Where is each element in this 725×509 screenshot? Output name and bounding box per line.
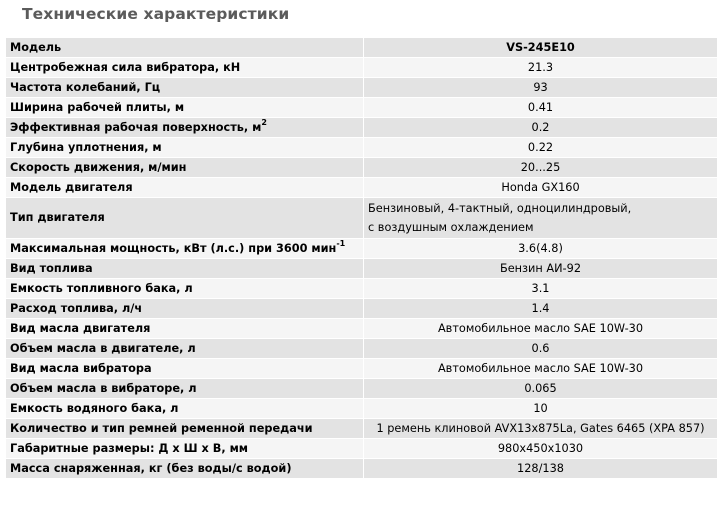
spec-value: Бензин АИ-92 [364,259,717,278]
spec-name-text: Эффективная рабочая поверхность, м [10,120,262,134]
spec-name [6,118,363,137]
spec-name: Емкость водяного бака, л [6,399,363,418]
spec-name: Объем масла в двигателе, л [6,339,363,358]
spec-name: Количество и тип ремней ременной передачи [6,419,363,438]
spec-value: Honda GX160 [364,178,717,197]
spec-value: 10 [364,399,717,418]
table-row [6,399,717,418]
table-row [6,259,717,278]
spec-name [6,239,363,258]
table-row [6,58,717,77]
spec-value-line: Бензиновый, 4-тактный, одноцилиндровый, [368,202,632,215]
spec-name: Ширина рабочей плиты, м [6,98,363,117]
superscript: -1 [336,239,346,248]
spec-value: 980x450x1030 [364,439,717,458]
spec-name-text: Максимальная мощность, кВт (л.с.) при 3600 мин [10,241,337,255]
spec-value: 20...25 [364,158,717,177]
specifications-table [5,37,718,479]
spec-value: 0.065 [364,379,717,398]
spec-value: 1 ремень клиновой AVX13x875La, Gates 6465 (XPA 857) [364,419,717,438]
spec-value [364,198,717,238]
spec-name: Центробежная сила вибратора, кН [6,58,363,77]
spec-name: Модель [6,38,363,57]
spec-name: Частота колебаний, Гц [6,78,363,97]
table-row [6,339,717,358]
table-row [6,178,717,197]
table-row [6,379,717,398]
spec-name: Модель двигателя [6,178,363,197]
table-row [6,299,717,318]
table-row [6,78,717,97]
table-row [6,459,717,478]
table-row [6,439,717,458]
spec-name: Объем масла в вибраторе, л [6,379,363,398]
spec-value: 1.4 [364,299,717,318]
spec-value: 93 [364,78,717,97]
table-row [6,38,717,57]
superscript: 2 [261,118,267,127]
spec-name: Вид топлива [6,259,363,278]
table-row [6,198,717,238]
table-row [6,359,717,378]
spec-value: Автомобильное масло SAE 10W-30 [364,359,717,378]
spec-name: Вид масла вибратора [6,359,363,378]
table-row [6,158,717,177]
spec-name: Глубина уплотнения, м [6,138,363,157]
spec-value-line: с воздушным охлаждением [368,221,534,234]
spec-value: 0.6 [364,339,717,358]
spec-name: Тип двигателя [6,198,363,238]
table-row [6,98,717,117]
spec-name: Скорость движения, м/мин [6,158,363,177]
spec-value: 128/138 [364,459,717,478]
table-row [6,118,717,137]
spec-value: VS-245E10 [364,38,717,57]
spec-value: Автомобильное масло SAE 10W-30 [364,319,717,338]
table-row [6,279,717,298]
spec-name: Масса снаряженная, кг (без воды/с водой) [6,459,363,478]
spec-value: 0.22 [364,138,717,157]
spec-value: 0.2 [364,118,717,137]
table-row [6,319,717,338]
spec-name: Вид масла двигателя [6,319,363,338]
table-row [6,138,717,157]
table-row [6,419,717,438]
spec-name: Расход топлива, л/ч [6,299,363,318]
spec-value: 0.41 [364,98,717,117]
spec-value: 3.6(4.8) [364,239,717,258]
table-row [6,239,717,258]
spec-name: Габаритные размеры: Д х Ш х В, мм [6,439,363,458]
page-title: Технические характеристики [22,5,290,23]
spec-value: 21.3 [364,58,717,77]
spec-value: 3.1 [364,279,717,298]
spec-name: Емкость топливного бака, л [6,279,363,298]
